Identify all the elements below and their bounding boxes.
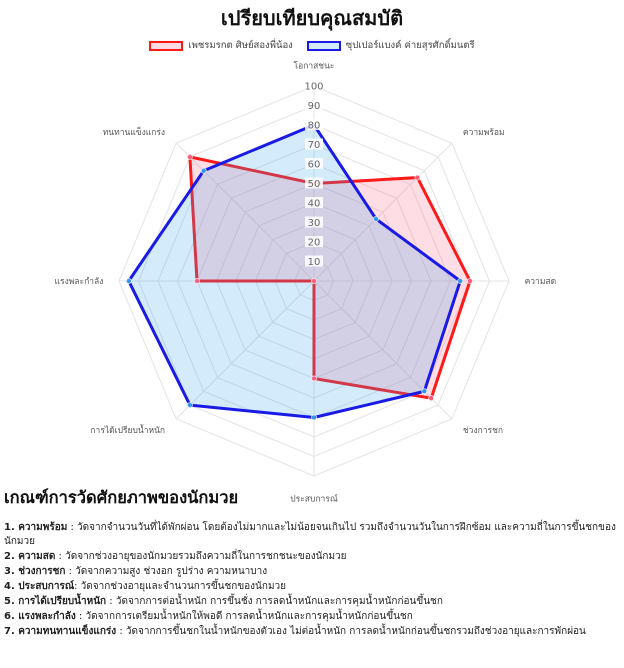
- criteria-item-label: 4. ประสบการณ์: [4, 581, 75, 592]
- data-point-series-1: [311, 376, 316, 381]
- data-point-series-1: [429, 396, 434, 401]
- legend-item-series-1[interactable]: [149, 38, 292, 53]
- tick-label: 90: [307, 101, 321, 112]
- criteria-item-sep: :: [55, 551, 66, 562]
- criteria-item: [4, 595, 620, 609]
- legend-swatch-series-1: [149, 41, 183, 51]
- series-area-2: [129, 125, 461, 418]
- data-point-series-2: [126, 278, 131, 283]
- criteria-heading: เกณฑ์การวัดศักยภาพของนักมวย: [4, 488, 239, 507]
- criteria-item-sep: :: [75, 611, 86, 622]
- data-point-series-1: [194, 278, 199, 283]
- criteria-item-text: วัดจากช่วงอายุของนักมวยรวมถึงความถี่ในการชกชนะของนักมวย: [65, 551, 347, 562]
- category-label: การได้เปรียบน้ำหนัก: [90, 425, 166, 436]
- data-point-series-1: [415, 175, 420, 180]
- criteria-item-label: 3. ช่วงการชก: [4, 566, 66, 577]
- criteria-section: [4, 485, 620, 640]
- tick-label: 40: [307, 198, 321, 210]
- data-point-series-2: [311, 415, 316, 420]
- criteria-item-label: 6. แรงพละกำลัง: [4, 611, 76, 622]
- legend-label-series-1: เพชรมรกต ศิษย์สองพี่น้อง: [188, 40, 293, 51]
- tick-label: 50: [307, 179, 321, 190]
- criteria-item-label: 7. ความทนทานแข็งแกร่ง: [4, 626, 117, 637]
- chart-title: เปรียบเทียบคุณสมบัติ: [220, 6, 404, 30]
- criteria-item-text: วัดจากความสูง ช่วงอก รูปร่าง ความหนาบาง: [75, 566, 268, 577]
- data-point-series-2: [458, 278, 463, 283]
- tick-label: 80: [307, 120, 321, 132]
- legend-swatch-series-2: [307, 41, 341, 51]
- criteria-item-sep: :: [65, 566, 76, 577]
- criteria-item-label: 2. ความสด: [4, 551, 56, 562]
- category-label: ทนทานแข็งแกร่ง: [102, 128, 166, 139]
- category-label: ช่วงการชก: [462, 425, 504, 436]
- tick-label: 70: [307, 140, 321, 151]
- criteria-item-text: วัดจากช่วงอายุและจำนวนการขึ้นชกของนักมวย: [80, 581, 287, 592]
- category-label: โอกาสชนะ: [293, 61, 335, 72]
- criteria-item-sep: :: [116, 626, 126, 637]
- criteria-item-sep: :: [106, 596, 116, 607]
- data-point-series-2: [187, 402, 192, 407]
- tick-label: 100: [304, 81, 324, 93]
- criteria-item: [4, 625, 620, 639]
- criteria-item-text: วัดจากการขึ้นชกในน้ำหนักของตัวเอง ไม่ต่อน้ำหนัก การลดน้ำหนักก่อนขึ้นชกรวมถึงช่วงอายุและการพักผ่อน: [125, 626, 586, 637]
- criteria-item-sep: :: [67, 522, 78, 533]
- criteria-item-text: วัดจากจำนวนวันที่ได้พักผ่อน โดยต้องไม่มากและไม่น้อยจนเกินไป รวมถึงจำนวนวันในการฝึกซ้อม และความถี่ในการขึ้นชกของนักมวย: [4, 522, 616, 547]
- data-point-series-1: [467, 278, 472, 283]
- criteria-item: [4, 565, 620, 579]
- tick-label: 20: [307, 237, 321, 249]
- data-point-series-2: [422, 389, 427, 394]
- tick-label: 10: [307, 257, 321, 268]
- criteria-item: [4, 610, 620, 624]
- category-label: แรงพละกำลัง: [54, 277, 104, 287]
- tick-label: 60: [307, 159, 321, 171]
- category-label: ความพร้อม: [462, 128, 505, 139]
- criteria-item-label: 1. ความพร้อม: [4, 522, 68, 533]
- legend-item-series-2[interactable]: [307, 38, 475, 53]
- chart-legend: [0, 38, 624, 53]
- data-point-series-2: [373, 216, 378, 221]
- criteria-item-sep: :: [74, 581, 81, 592]
- data-point-series-1: [187, 154, 192, 159]
- category-label: ประสบการณ์: [290, 494, 338, 505]
- criteria-item: [4, 580, 620, 594]
- criteria-item-text: วัดจากการต่อน้ำหนัก การขึ้นชั่ง การลดน้ำหนักและการคุมน้ำหนักก่อนขึ้นชก: [115, 596, 443, 607]
- data-point-series-1: [311, 278, 316, 283]
- tick-label: 30: [307, 218, 321, 229]
- category-label: ความสด: [524, 277, 557, 287]
- legend-label-series-2: ซุปเปอร์แบงค์ ค่ายสุรศักดิ์มนตรี: [345, 40, 475, 51]
- criteria-item: [4, 550, 620, 564]
- criteria-item: [4, 521, 620, 549]
- data-point-series-2: [201, 168, 206, 173]
- criteria-item-text: วัดจากการเตรียมน้ำหนักให้พอดี การลดน้ำหนักและการคุมน้ำหนักก่อนขึ้นชก: [85, 611, 413, 622]
- criteria-item-label: 5. การได้เปรียบน้ำหนัก: [4, 596, 107, 607]
